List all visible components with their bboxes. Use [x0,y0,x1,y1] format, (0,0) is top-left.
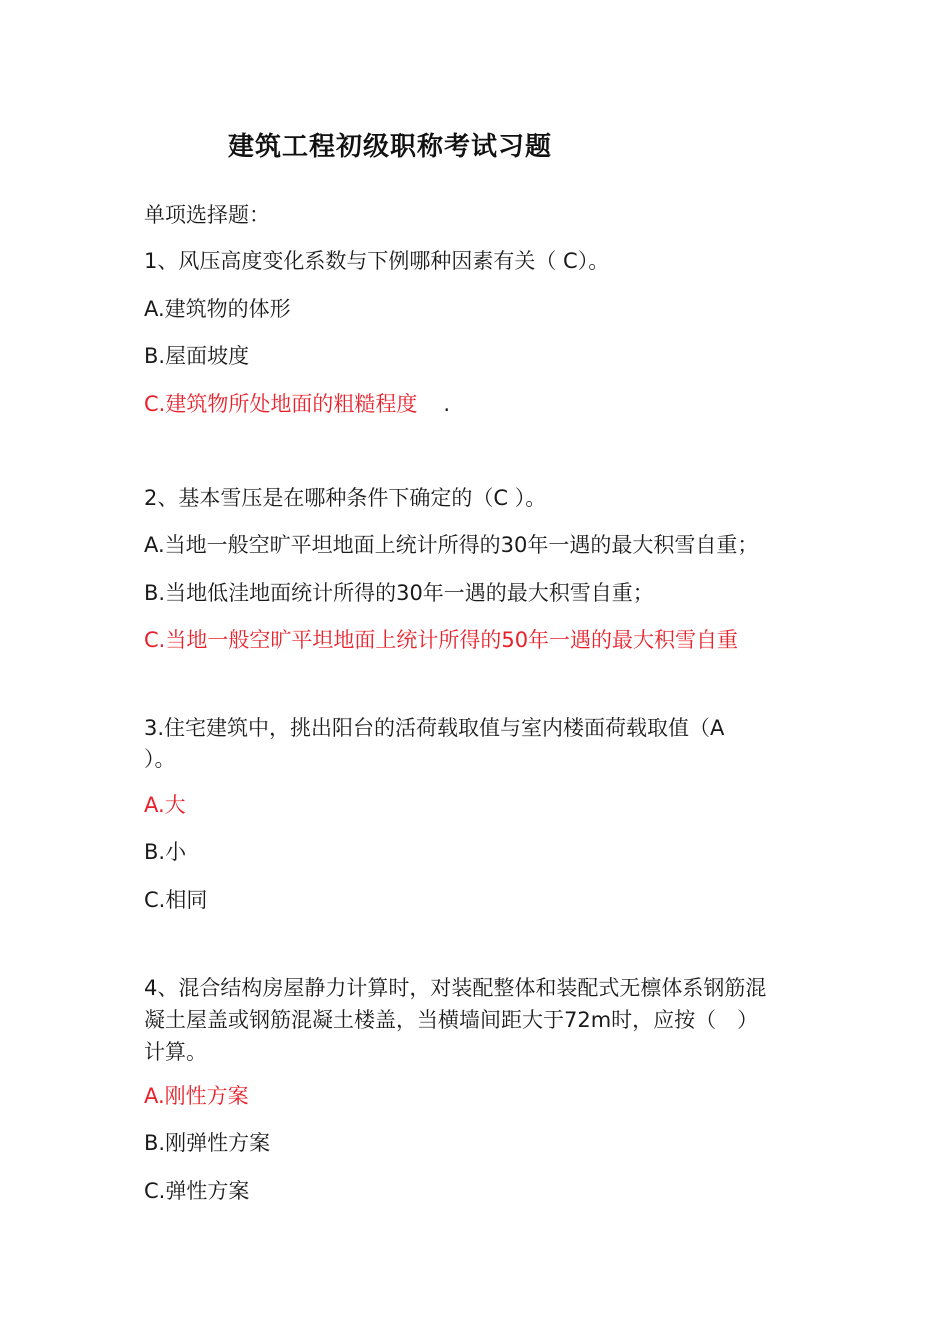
question-1-option-b: B.屋面坡度 [144,344,250,368]
question-4-option-a: A.刚性方案 [144,1084,249,1108]
section-heading: 单项选择题： [144,203,270,227]
question-3-stem-line-2: ）。 [144,747,176,771]
question-3-option-b: B.小 [144,840,187,864]
question-4-option-b: B.刚弹性方案 [144,1131,271,1155]
question-3-option-a: A.大 [144,793,186,817]
question-1-option-c-line [144,388,450,420]
question-4-stem-line-2: 凝土屋盖或钢筋混凝土楼盖，当横墙间距大于72m时，应按（ ） [144,1008,759,1032]
question-2-option-c: C.当地一般空旷平坦地面上统计所得的50年一遇的最大积雪自重 [144,628,739,652]
question-1-option-c: C.建筑物所处地面的粗糙程度 [144,392,418,416]
question-2-option-a: A.当地一般空旷平坦地面上统计所得的30年一遇的最大积雪自重； [144,533,759,557]
question-1-trailing-mark: . [443,392,451,416]
question-3-stem-line-1: 3.住宅建筑中，挑出阳台的活荷载取值与室内楼面荷载取值（A [144,716,725,740]
question-4-stem-line-3: 计算。 [144,1040,207,1064]
question-3-option-c: C.相同 [144,888,208,912]
question-2-stem: 2、基本雪压是在哪种条件下确定的（C ）。 [144,486,547,510]
question-4-stem-line-1: 4、混合结构房屋静力计算时，对装配整体和装配式无檩体系钢筋混 [144,976,767,1000]
question-2-option-b: B.当地低洼地面统计所得的30年一遇的最大积雪自重； [144,581,654,605]
question-4-option-c: C.弹性方案 [144,1179,250,1203]
question-1-stem: 1、风压高度变化系数与下例哪种因素有关（ C）。 [144,249,610,273]
question-1-option-a: A.建筑物的体形 [144,297,291,321]
document-title: 建筑工程初级职称考试习题 [228,132,553,162]
